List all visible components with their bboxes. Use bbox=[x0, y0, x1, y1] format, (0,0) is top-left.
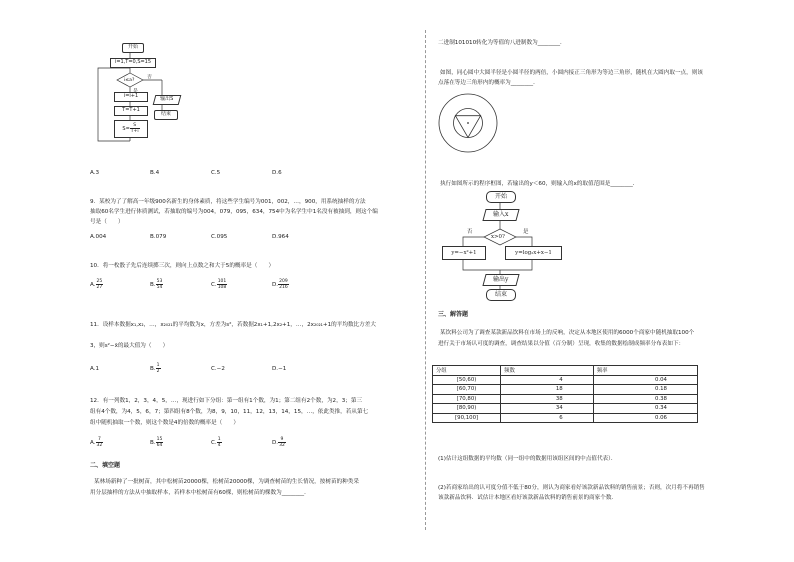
table-cell: 0.04 bbox=[593, 375, 697, 385]
table-row bbox=[433, 385, 698, 395]
flowchart-2-left-box: y=−x²+1 bbox=[442, 246, 486, 260]
table-cell: [80,90) bbox=[433, 404, 501, 414]
table-cell: 0.06 bbox=[593, 413, 697, 423]
table-cell: [70,80) bbox=[433, 394, 501, 404]
q9-line-3: 号是（ ） bbox=[90, 219, 124, 225]
column-divider bbox=[425, 30, 426, 530]
frequency-table bbox=[432, 365, 698, 423]
q13-line-2: 用分层抽样的方法从中抽取样本，若样本中松树苗有60棵，则松树苗的棵数为________． bbox=[90, 490, 310, 496]
q9-option-a: A.004 bbox=[90, 234, 107, 240]
q10-option-a: A. $\frac{25}{27}$ bbox=[90, 279, 103, 290]
q17-part-2-line-1: (2)若商家给出的认可度分值不低于80分，则认为商家看好该款新品饮料的销售前景；否则，次月将不再销售 bbox=[438, 485, 705, 491]
table-header: 分组 bbox=[433, 366, 501, 376]
table-cell: 34 bbox=[501, 404, 594, 414]
flowchart-2-right-box: y=log₂x+x−1 bbox=[505, 246, 562, 260]
q10-option-d: D. $\frac{209}{216}$ bbox=[272, 279, 288, 290]
q12-option-b: B. $\frac{15}{64}$ bbox=[150, 437, 163, 448]
table-cell: 6 bbox=[501, 413, 594, 423]
q10-line-1: 10．将一枚骰子先后连续掷三次，则向上点数之和大于5的概率是（ ） bbox=[90, 263, 275, 269]
table-row bbox=[433, 394, 698, 404]
flowchart-2-start: 开始 bbox=[486, 191, 516, 203]
table-row bbox=[433, 375, 698, 385]
q11-option-d: D.−1 bbox=[272, 366, 287, 372]
q12-option-c: C. $\frac{1}{4}$ bbox=[211, 437, 221, 448]
flowchart-1-no: 否 bbox=[147, 75, 152, 80]
q12-line-3: 组中随机抽取一个数，则这个数是4的倍数的概率是（ ） bbox=[90, 420, 239, 426]
q11-option-b: B. $\frac{1}{2}$ bbox=[150, 363, 160, 374]
flowchart-2-yes: 是 bbox=[523, 229, 529, 235]
table-header: 频率 bbox=[593, 366, 697, 376]
q10-option-c: C. $\frac{101}{108}$ bbox=[211, 279, 227, 290]
q8-option-b: B.4 bbox=[150, 170, 160, 176]
q9-line-2: 抽取60名学生进行体质测试，若抽取的编号为004，079，095，634，754中为名学生中1名没有被抽到，则这个编 bbox=[90, 209, 378, 215]
concentric-circles-figure bbox=[437, 92, 499, 154]
flowchart-1-end: 结束 bbox=[154, 110, 178, 120]
table-header-row bbox=[433, 366, 698, 376]
q12-line-1: 12．有一列数1，2，3，4，5，…，现进行如下分组：第一组有1个数，为1；第二组有2个数，为2，3；第三 bbox=[90, 398, 363, 404]
q13-line-1: 某林场新种了一批树苗，其中松树苗20000棵，松树苗20000棵，为调查树苗的生长情况，按树苗的种类采 bbox=[94, 479, 359, 485]
table-row bbox=[433, 404, 698, 414]
section-fill-in-heading: 二、填空题 bbox=[90, 462, 121, 469]
flowchart-2-cond: x>0? bbox=[491, 234, 505, 240]
flowchart-2-end: 结束 bbox=[486, 289, 516, 301]
q11-option-c: C.−2 bbox=[211, 366, 225, 372]
q15-line-2: 点落在等边三角形内的概率为________． bbox=[438, 80, 539, 86]
table-cell: 0.34 bbox=[593, 404, 697, 414]
q8-option-d: D.6 bbox=[272, 170, 282, 176]
q12-option-a: A. $\frac{7}{32}$ bbox=[90, 437, 103, 448]
q11-line-2: 3，则s²−x̄的最大值为（ ） bbox=[90, 343, 169, 349]
q9-option-b: B.079 bbox=[150, 234, 167, 240]
table-cell: [60,70) bbox=[433, 385, 501, 395]
q17-line-1: 某饮料公司为了调查某款新品饮料在市场上的反响，决定从本地区使用的6000个商家中随机抽取100个 bbox=[440, 330, 695, 336]
table-cell: 38 bbox=[501, 394, 594, 404]
q17-part-1: (1)估计这组数据的平均数（同一组中的数据用该组区间的中点值代表）． bbox=[438, 456, 617, 462]
q11-line-1: 11．设样本数据x₁,x₂，…，x₂₀₂₁的平均数为x，方差为s²，若数据2x₁+1,2x₂+1，…，2x₂₀₂₁+1的平均数比方差大 bbox=[90, 322, 376, 328]
q17-part-2-line-2: 该款新品饮料．试估计本地区看好该款新品饮料的销售前景的商家个数． bbox=[438, 495, 618, 501]
flowchart-1-step2: T=T+1 bbox=[114, 106, 148, 116]
table-header: 频数 bbox=[501, 366, 594, 376]
q8-option-a: A.3 bbox=[90, 170, 100, 176]
flowchart-1-start: 开始 bbox=[122, 43, 144, 53]
q11-option-a: A.1 bbox=[90, 366, 100, 372]
flowchart-1-output: 输出S bbox=[153, 95, 182, 105]
table-cell: [50,60) bbox=[433, 375, 501, 385]
flowchart-1-cond: i≤a? bbox=[124, 78, 135, 83]
table-cell: 4 bbox=[501, 375, 594, 385]
flowchart-2-no: 否 bbox=[467, 229, 473, 235]
flowchart-1-step3: S= $\frac{S}{T+i}$ bbox=[114, 120, 148, 138]
flowchart-1-step1: i=i+1 bbox=[114, 92, 148, 102]
q16-text: 执行如图所示的程序框图，若输出的y＜60，则输入的x的取值范围是________． bbox=[440, 181, 639, 187]
q8-option-c: C.5 bbox=[211, 170, 221, 176]
flowchart-1-init: i=1,T=0,S=15 bbox=[110, 58, 156, 68]
q17-line-2: 进行关于市场认可度的调查，调查结果以分值（百分制）呈现，收集的数据绘制成频率分布表如下： bbox=[438, 341, 685, 347]
q9-option-d: D.964 bbox=[272, 234, 289, 240]
q15-line-1: 如图，同心圆中大圆半径是小圆半径的两倍，小圆内接正三角形为等边三角形，随机在大圆内取一点，则该 bbox=[440, 70, 703, 76]
q12-option-d: D. $\frac{9}{32}$ bbox=[272, 437, 285, 448]
table-row bbox=[433, 413, 698, 423]
q12-line-2: 组有4个数，为4，5，6，7；第四组有8个数，为8，9，10，11，12，13，14，15，…，依此类推，若从第七 bbox=[90, 409, 369, 415]
table-cell: 0.18 bbox=[593, 385, 697, 395]
table-cell: [90,100] bbox=[433, 413, 501, 423]
q10-option-b: B. $\frac{53}{54}$ bbox=[150, 279, 163, 290]
table-cell: 0.38 bbox=[593, 394, 697, 404]
q14-text: 二进制101010转化为等值的八进制数为________． bbox=[438, 40, 566, 46]
q9-line-1: 9．某校为了了解高一年级900名新生的身体素质，将这些学生编号为001，002，…，900，用系统抽样的方法 bbox=[90, 199, 366, 205]
q9-option-c: C.095 bbox=[211, 234, 228, 240]
section-answer-heading: 三、解答题 bbox=[438, 311, 469, 318]
table-cell: 18 bbox=[501, 385, 594, 395]
flowchart-2-input: 输入x bbox=[482, 209, 519, 221]
flowchart-2-output: 输出y bbox=[482, 274, 519, 286]
